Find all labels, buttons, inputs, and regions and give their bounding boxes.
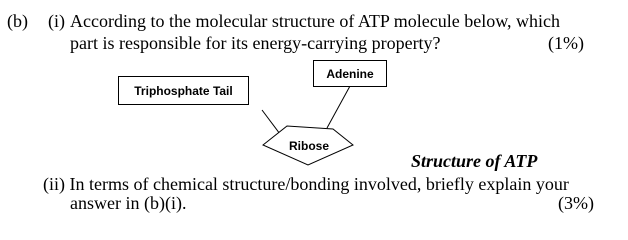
question-i-line1: According to the molecular structure of ATP molecule below, which [70,11,561,31]
question-i-marks: (1%) [548,33,584,53]
adenine-label: Adenine [326,66,374,81]
triphosphate-tail-label: Triphosphate Tail [134,83,233,98]
question-ii-line1: (ii) In terms of chemical structure/bonding involved, briefly explain your [43,174,569,194]
adenine-to-ribose-bond [327,86,350,128]
diagram-caption: Structure of ATP [411,151,538,171]
ribose-label: Ribose [289,139,330,153]
sub-question-i-label: (i) [48,11,65,31]
question-i-line2: part is responsible for its energy-carrying property? [70,33,441,53]
adenine-box [313,60,387,87]
question-ii-line2: answer in (b)(i). [70,193,187,213]
triphosphate-tail-box [118,76,249,105]
question-ii-marks: (3%) [558,193,594,213]
question-part-label: (b) [7,11,28,31]
